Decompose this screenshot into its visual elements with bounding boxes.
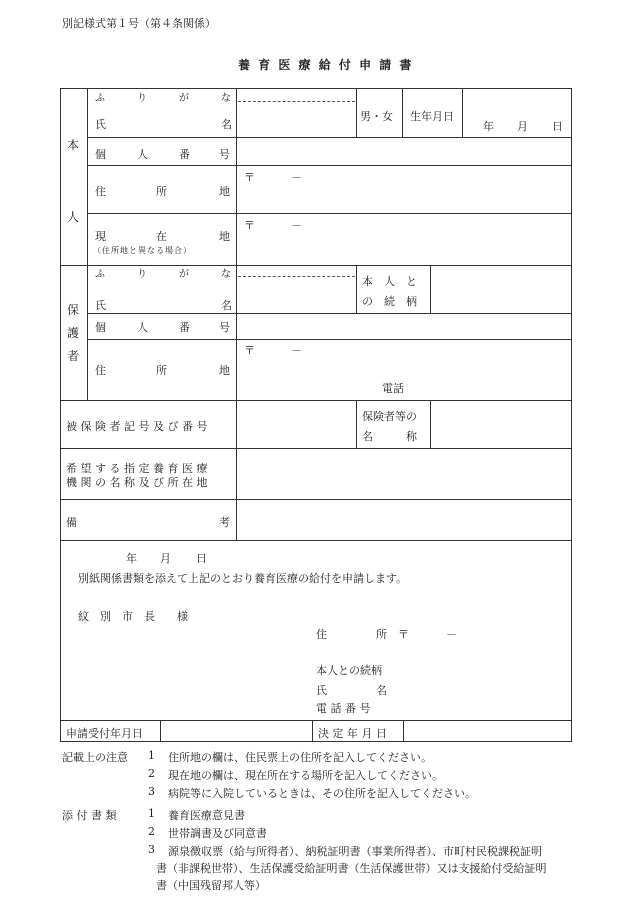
attachment-2-num: 2: [148, 825, 155, 838]
honnin-genzaichi-3: 地: [219, 230, 230, 243]
notes-heading: 記載上の注意: [62, 751, 128, 764]
attachment-3-continuation-2: 書（中国残留邦人等）: [156, 879, 266, 892]
hogosha-furigana-2: り: [137, 269, 147, 280]
application-day-unit: 日: [196, 552, 207, 565]
birthdate-label: 生年月日: [410, 110, 454, 123]
applicant-phone-label: 電 話 番 号: [316, 702, 371, 715]
received-date-label: 申請受付年月日: [66, 727, 143, 740]
hogosha-kojin-bango-field[interactable]: [238, 315, 570, 338]
attachment-3-num: 3: [148, 843, 155, 856]
note-1-text: 住所地の欄は、住民票上の住所を記入してください。: [168, 751, 432, 764]
hogosha-furigana-4: な: [221, 269, 231, 280]
honnin-name-field[interactable]: [238, 104, 354, 136]
honnin-furigana-1: ふ: [95, 93, 105, 104]
honnin-jusho-1: 住: [95, 185, 106, 198]
remarks-label-2: 考: [219, 516, 230, 529]
honnin-genzaichi-2: 在: [156, 230, 167, 243]
hogosha-header-2: 護: [67, 326, 80, 340]
applicant-postal-mark: 〒: [398, 628, 409, 641]
remarks-label-1: 備: [66, 516, 77, 529]
honnin-furigana-3: が: [179, 93, 189, 104]
received-date-field[interactable]: [162, 722, 310, 740]
birth-year-unit: 年: [483, 120, 494, 133]
insurer-name-line2: 名 称: [362, 430, 417, 443]
hogosha-kojin-bango-2: 人: [137, 321, 148, 334]
institution-label-line2: 機 関 の 名 称 及 び 所 在 地: [66, 476, 208, 489]
hogosha-name-label-1: 氏: [95, 299, 106, 312]
attachment-3-text: 源泉徴収票（給与所得者）、納税証明書（事業所得者）、市町村民税課税証明: [168, 845, 542, 858]
honnin-furigana-2: り: [137, 93, 147, 104]
attachment-1-num: 1: [148, 807, 155, 820]
page-title: 養 育 医 療 給 付 申 請 書: [238, 58, 414, 72]
insured-number-label: 被 保 険 者 記 号 及 び 番 号: [66, 420, 208, 433]
hogosha-furigana-3: が: [179, 269, 189, 280]
honnin-name-label-2: 名: [221, 118, 232, 131]
hogosha-header-1: 保: [67, 303, 80, 317]
hogosha-furigana-1: ふ: [95, 269, 105, 280]
insurer-name-line1: 保険者等の: [362, 410, 417, 423]
hogosha-jusho-3: 地: [219, 364, 230, 377]
hogosha-relation-line2: の 続 柄: [362, 295, 417, 308]
hogosha-header-3: 者: [67, 349, 80, 363]
honnin-furigana-4: な: [221, 93, 231, 104]
applicant-address-label-2: 所: [376, 628, 387, 641]
attachment-2-text: 世帯調書及び同意書: [168, 827, 267, 840]
attachments-heading: 添 付 書 類: [62, 809, 117, 822]
insurer-name-field[interactable]: [432, 402, 570, 447]
honnin-header-bottom: 人: [67, 210, 80, 224]
hogosha-kojin-bango-3: 番: [179, 321, 190, 334]
honnin-genzaichi-note: （住所地と異なる場合）: [93, 246, 192, 255]
applicant-name-label-1: 氏: [316, 684, 327, 697]
remarks-field[interactable]: [238, 501, 570, 539]
hogosha-name-label-2: 名: [221, 299, 232, 312]
birth-day-unit: 日: [552, 120, 563, 133]
honnin-genzaichi-1: 現: [95, 230, 106, 243]
birth-month-unit: 月: [517, 120, 528, 133]
hogosha-jusho-1: 住: [95, 364, 106, 377]
insured-number-field[interactable]: [238, 402, 354, 447]
honnin-name-label-1: 氏: [95, 118, 106, 131]
addressee: 紋 別 市 長 様: [78, 610, 188, 623]
honnin-jusho-2: 所: [156, 185, 167, 198]
application-month-unit: 月: [160, 552, 171, 565]
hogosha-postal-mark: 〒: [244, 344, 255, 357]
application-year-unit: 年: [126, 552, 137, 565]
institution-field[interactable]: [238, 450, 570, 498]
note-2-text: 現在地の欄は、現在所在する場所を記入してください。: [168, 769, 443, 782]
honnin-jusho-3: 地: [219, 185, 230, 198]
hogosha-postal-dash: －: [291, 344, 302, 357]
hogosha-relation-line1: 本 人 と: [362, 275, 417, 288]
decision-date-field[interactable]: [405, 722, 570, 740]
hogosha-name-field[interactable]: [238, 279, 354, 312]
applicant-postal-dash: －: [446, 628, 457, 641]
honnin-current-postal-mark: 〒: [244, 219, 255, 232]
applicant-address-label-1: 住: [316, 628, 327, 641]
decision-date-label: 決 定 年 月 日: [318, 727, 387, 740]
honnin-kojin-bango-1: 個: [95, 148, 106, 161]
note-1-num: 1: [148, 749, 155, 762]
institution-label-line1: 希 望 す る 指 定 養 育 医 療: [66, 462, 208, 475]
honnin-current-address-field[interactable]: [238, 215, 570, 264]
honnin-kojin-bango-3: 番: [179, 148, 190, 161]
hogosha-address-field[interactable]: [238, 341, 570, 399]
honnin-address-field[interactable]: [238, 167, 570, 212]
honnin-kojin-bango-field[interactable]: [238, 139, 570, 164]
honnin-postal-mark: 〒: [244, 171, 255, 184]
hogosha-kojin-bango-4: 号: [219, 321, 230, 334]
gender-option[interactable]: 男・女: [360, 110, 393, 123]
applicant-relation-label: 本人との続柄: [316, 664, 382, 677]
hogosha-kojin-bango-1: 個: [95, 321, 106, 334]
note-2-num: 2: [148, 767, 155, 780]
honnin-kojin-bango-4: 号: [219, 148, 230, 161]
hogosha-jusho-2: 所: [156, 364, 167, 377]
form-label: 別記様式第１号（第４条関係）: [62, 17, 216, 30]
note-3-text: 病院等に入院しているときは、その住所を記入してください。: [168, 787, 476, 800]
honnin-current-postal-dash: －: [291, 219, 302, 232]
honnin-header-top: 本: [67, 138, 80, 152]
honnin-postal-dash: －: [291, 171, 302, 184]
honnin-kojin-bango-2: 人: [137, 148, 148, 161]
attachment-3-continuation-1: 書（非課税世帯）、生活保護受給証明書（生活保護世帯）又は支援給付受給証明: [156, 862, 547, 875]
hogosha-relation-field[interactable]: [432, 267, 570, 312]
attachment-1-text: 養育医療意見書: [168, 809, 245, 822]
application-statement: 別紙関係書類を添えて上記のとおり養育医療の給付を申請します。: [78, 572, 408, 585]
note-3-num: 3: [148, 785, 155, 798]
hogosha-phone-label: 電話: [382, 382, 404, 395]
applicant-name-label-2: 名: [376, 684, 387, 697]
